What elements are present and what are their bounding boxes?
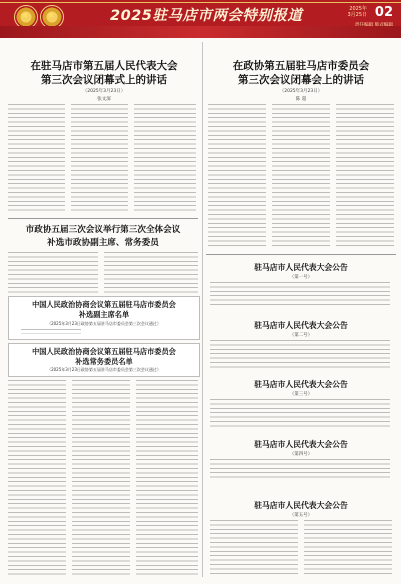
- left-article-author: 张文深: [97, 97, 111, 102]
- cppcc-headline-2: 补选市政协副主席、常务委员: [47, 238, 159, 248]
- announce-rule: [206, 254, 396, 255]
- right-article-col3: [336, 104, 394, 249]
- left-article-col3: [134, 104, 196, 214]
- right-article-date: （2025年3月23日）: [279, 89, 323, 94]
- right-article-title-2: 第三次会议闭幕会上的讲话: [238, 74, 364, 86]
- left-article-title-1: 在驻马店市第五届人民代表大会: [30, 60, 178, 72]
- standing-committee-list: [8, 343, 200, 377]
- right-article-author: 陈 超: [295, 97, 307, 102]
- column-divider: [202, 42, 203, 577]
- left-article-col1: [8, 104, 65, 214]
- announcement-2: 驻马店市人民代表大会公告 （第二号）: [206, 320, 396, 376]
- right-article-title-1: 在政协第五届驻马店市委员会: [232, 60, 370, 72]
- vice-chair-title-2: 补选副主席名单: [78, 310, 130, 319]
- standing-note: （2025年3月23日政协第五届驻马店市委员会第三次会议通过）: [47, 367, 161, 372]
- banner-wave: [0, 26, 401, 38]
- page-number: 02: [374, 5, 393, 20]
- left-article-col2: [71, 104, 128, 214]
- issue-date: 2025年 3月25日: [347, 6, 367, 18]
- right-article-col1: [208, 104, 266, 249]
- vice-chair-list: [8, 296, 200, 340]
- standing-title-2: 补选常务委员名单: [75, 357, 133, 366]
- section-rule: [8, 218, 198, 219]
- banner-title: 2025驻马店市两会特别报道: [110, 8, 303, 24]
- vice-chair-names: [21, 329, 81, 334]
- vice-chair-title-1: 中国人民政治协商会议第五届驻马店市委员会: [32, 300, 176, 309]
- cppcc-body-col2: [104, 252, 198, 294]
- announcement-5: 驻马店市人民代表大会公告 （第五号）: [206, 500, 396, 580]
- npc-emblem-icon: ★: [14, 5, 38, 29]
- lower-body-col2: [72, 380, 130, 576]
- left-article-title-2: 第三次会议闭幕式上的讲话: [41, 74, 167, 86]
- cppcc-headline-1: 市政协五届三次会议举行第三次全体会议: [25, 225, 181, 235]
- left-article-date: （2025年3月23日）: [82, 89, 126, 94]
- lower-body-col1: [8, 380, 66, 576]
- announcement-3: 驻马店市人民代表大会公告 （第三号）: [206, 379, 396, 437]
- cppcc-body-col1: [8, 252, 98, 294]
- right-article-col2: [272, 104, 330, 249]
- vice-chair-note: （2025年3月23日政协第五届驻马店市委员会第三次会议通过）: [47, 321, 161, 326]
- announcement-1: 驻马店市人民代表大会公告 （第一号）: [206, 262, 396, 318]
- announcement-4: 驻马店市人民代表大会公告 （第四号）: [206, 439, 396, 497]
- header-banner: [0, 0, 401, 38]
- standing-title-1: 中国人民政治协商会议第五届驻马店市委员会: [32, 347, 176, 356]
- lower-body-col3: [136, 380, 198, 576]
- cppcc-emblem-icon: ★: [40, 5, 64, 29]
